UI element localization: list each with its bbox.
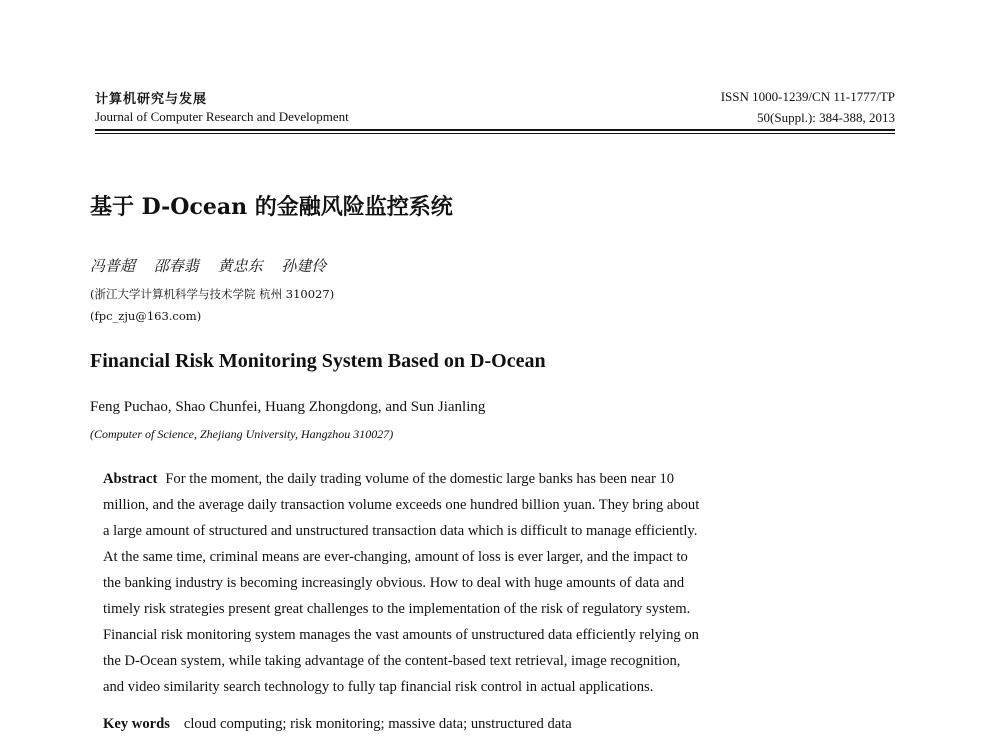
- journal-name-en: Journal of Computer Research and Development: [95, 109, 349, 124]
- abstract-line: At the same time, criminal means are ever-changing, amount of loss is ever larger, and the impact to: [103, 549, 688, 565]
- abstract-label: Abstract: [103, 471, 158, 487]
- paper-title-en: Financial Risk Monitoring System Based on D-Ocean: [90, 350, 546, 372]
- keywords-label: Key words: [103, 716, 170, 732]
- abstract-text: For the moment, the daily trading volume of the domestic large banks has been near 10: [165, 471, 675, 487]
- journal-header: [95, 86, 895, 134]
- author-cn: 黄忠东: [217, 257, 263, 275]
- author-email: (fpc_zju@163.com): [90, 309, 202, 323]
- abstract-line: million, and the average daily transaction volume exceeds one hundred billion yuan. They bring about: [103, 497, 700, 513]
- abstract-line: Financial risk monitoring system manages the vast amounts of unstructured data efficiently relying on: [103, 627, 699, 643]
- author-cn: 邵春翡: [153, 257, 199, 275]
- abstract: [103, 466, 883, 700]
- keywords-text: cloud computing; risk monitoring; massive data; unstructured data: [183, 716, 572, 732]
- issn: ISSN 1000-1239/CN 11-1777/TP: [720, 89, 895, 104]
- abstract-line: a large amount of structured and unstructured transaction data which is difficult to manage efficiently.: [103, 523, 698, 539]
- author-cn: 孙建伶: [281, 257, 327, 275]
- authors-cn: [90, 255, 340, 276]
- abstract-line: the banking industry is becoming increasingly obvious. How to deal with huge amounts of data and: [103, 575, 685, 591]
- abstract-line: timely risk strategies present great challenges to the implementation of the risk of regulatory system.: [103, 601, 691, 617]
- affiliation-cn: (浙江大学计算机科学与技术学院 杭州 310027): [90, 287, 335, 301]
- journal-name-cn: 计算机研究与发展: [95, 92, 208, 107]
- keywords: [103, 716, 572, 733]
- abstract-line: the D-Ocean system, while taking advantage of the content-based text retrieval, image recognition,: [103, 653, 681, 669]
- header-rule-thin: [95, 133, 895, 134]
- volume-pages-year: 50(Suppl.): 384-388, 2013: [757, 110, 895, 125]
- paper-title-cn: 基于 D-Ocean 的金融风险监控系统: [90, 194, 453, 220]
- authors-en: Feng Puchao, Shao Chunfei, Huang Zhongdong, and Sun Jianling: [90, 399, 486, 415]
- author-cn: 冯普超: [90, 257, 136, 275]
- header-rule-thick: [95, 129, 895, 131]
- abstract-line: [103, 466, 883, 492]
- abstract-line: and video similarity search technology to fully tap financial risk control in actual applications.: [103, 679, 654, 695]
- affiliation-en: (Computer of Science, Zhejiang University, Hangzhou 310027): [90, 427, 394, 441]
